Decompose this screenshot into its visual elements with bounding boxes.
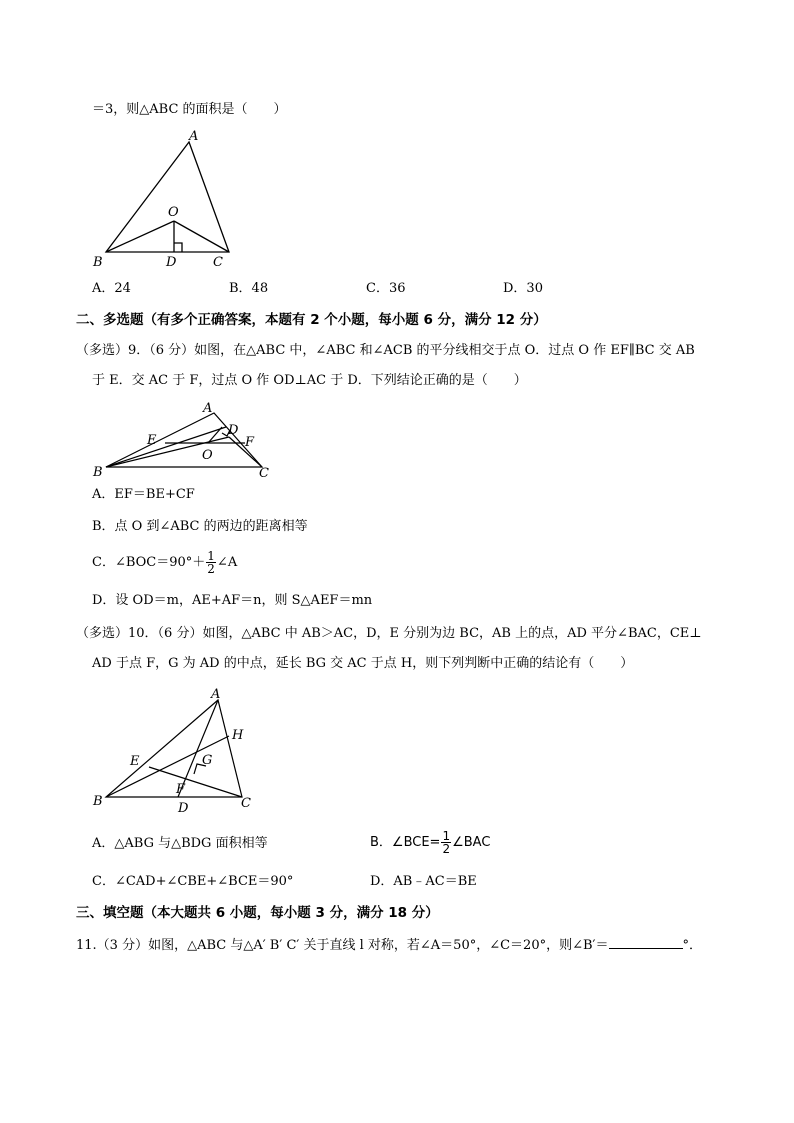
q8-label-c: C <box>213 255 223 270</box>
q10-label-b: B <box>93 794 103 809</box>
q11-stem <box>76 936 702 955</box>
q10-label-e: E <box>130 754 140 769</box>
q10-label-d: D <box>178 801 189 816</box>
fraction-denominator: 2 <box>442 842 451 856</box>
q10-option-a: A．△ABG 与△BDG 面积相等 <box>92 836 268 851</box>
q9-label-b: B <box>93 465 103 480</box>
q10-stem-line2: AD 于点 F，G 为 AD 的中点，延长 BG 交 AC 于点 H，则下列判断中正确的结论有（ ） <box>92 656 634 671</box>
q9-stem-line2: 于 E．交 AC 于 F，过点 O 作 OD⊥AC 于 D．下列结论正确的是（ ） <box>92 373 527 388</box>
q8-option-a: A．24 <box>92 281 131 296</box>
q9-option-b: B．点 O 到∠ABC 的两边的距离相等 <box>92 519 308 534</box>
q9-stem-line1: （多选）9．（6 分）如图，在△ABC 中，∠ABC 和∠ACB 的平分线相交于点 O．过点 O 作 EF∥BC 交 AB <box>76 343 695 358</box>
section-2-title: 二、多选题（有多个正确答案，本题有 2 个小题，每小题 6 分，满分 12 分） <box>76 312 547 328</box>
q9-option-c-prefix: C．∠BOC＝90°＋ <box>92 555 206 570</box>
q9-label-e: E <box>147 433 157 448</box>
q10-option-b-prefix: B．∠BCE= <box>370 835 441 850</box>
q10-option-b-suffix: ∠BAC <box>452 835 491 850</box>
q8-label-b: B <box>93 255 103 270</box>
q9-option-c-suffix: ∠A <box>216 555 238 570</box>
q10-option-c: C．∠CAD+∠CBE+∠BCE＝90° <box>92 874 294 889</box>
fraction-numerator: 1 <box>207 549 215 563</box>
q11-stem-tail: °． <box>682 938 703 953</box>
q10-stem-line1: （多选）10．（6 分）如图，△ABC 中 AB＞AC，D，E 分别为边 BC，AB 上的点，AD 平分∠BAC，CE⊥ <box>76 626 702 641</box>
q11-answer-blank[interactable] <box>609 936 683 949</box>
q8-label-d: D <box>166 255 177 270</box>
q10-label-h: H <box>232 728 244 743</box>
q9-label-f: F <box>245 435 255 450</box>
q10-option-b <box>370 830 490 855</box>
fraction-numerator: 1 <box>442 829 451 843</box>
q10-label-a: A <box>211 687 221 702</box>
section-3-title: 三、填空题（本大题共 6 小题，每小题 3 分，满分 18 分） <box>76 905 439 921</box>
q9-label-d: D <box>228 423 239 438</box>
q10-label-f: F <box>176 782 186 797</box>
q8-stem-tail: ＝3，则△ABC 的面积是（ ） <box>92 102 287 117</box>
q9-label-o: O <box>202 448 213 463</box>
q10-option-b-fraction <box>441 830 451 855</box>
q9-option-d: D．设 OD＝m，AE+AF＝n，则 S△AEF＝mn <box>92 593 373 608</box>
q11-stem-text: 11.（3 分）如图，△ABC 与△A′ B′ C′ 关于直线 l 对称，若∠A＝50°，∠C＝20°，则∠B′＝ <box>76 938 609 953</box>
q8-option-c: C．36 <box>366 281 406 296</box>
q10-label-g: G <box>202 753 213 768</box>
q9-option-a: A．EF＝BE+CF <box>92 487 195 502</box>
q8-option-d: D．30 <box>503 281 543 296</box>
q10-label-c: C <box>241 796 251 811</box>
q8-label-o: O <box>168 205 179 220</box>
fraction-denominator: 2 <box>207 562 215 576</box>
q8-option-b: B．48 <box>229 281 269 296</box>
q10-option-d: D．AB﹣AC＝BE <box>370 874 477 889</box>
q9-label-a: A <box>203 401 213 416</box>
q8-label-a: A <box>189 129 199 144</box>
q9-label-c: C <box>259 466 269 481</box>
